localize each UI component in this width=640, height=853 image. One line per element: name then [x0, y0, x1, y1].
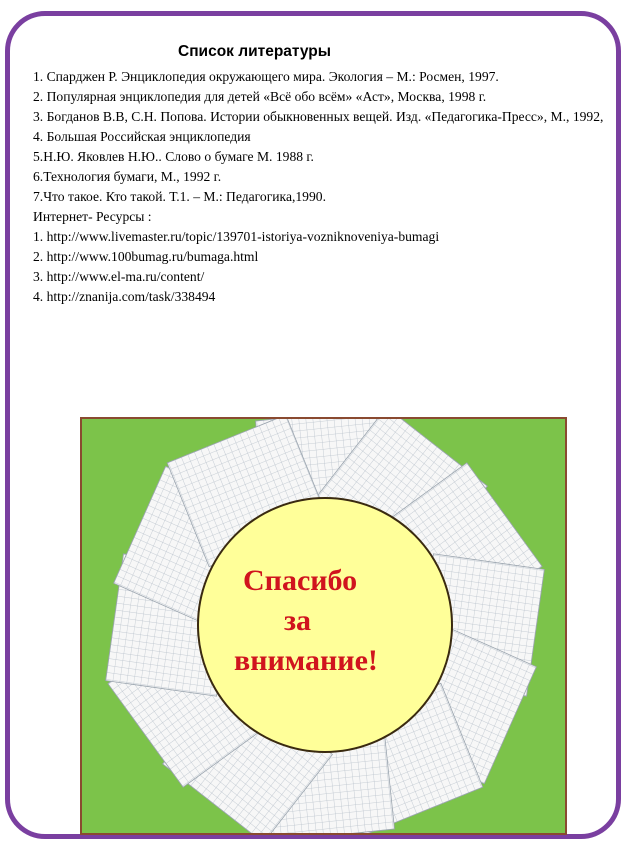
reference-item: 7.Что такое. Кто такой. Т.1. – М.: Педагогика,1990. — [33, 189, 326, 204]
paper-flower-illustration — [80, 417, 567, 835]
internet-link[interactable]: 1. http://www.livemaster.ru/topic/139701-istoriya-vozniknoveniya-bumagi — [33, 229, 440, 244]
reference-item: 2. Популярная энциклопедия для детей «Всё обо всём» «Аст», Москва, 1998 г. — [33, 89, 487, 104]
page-title: Список литературы — [178, 43, 332, 60]
reference-item: 6.Технология бумаги, М., 1992 г. — [33, 169, 222, 184]
reference-item: 3. Богданов В.В, С.Н. Попова. Истории обыкновенных вещей. Изд. «Педагогика-Пресс», М., 1992, — [33, 109, 604, 124]
paper-flower-graphic — [82, 419, 567, 835]
internet-link[interactable]: 2. http://www.100bumag.ru/bumaga.html — [33, 249, 259, 264]
thanks-line-2: за — [284, 604, 312, 637]
reference-item: 5.Н.Ю. Яковлев Н.Ю.. Слово о бумаге М. 1988 г. — [33, 149, 314, 164]
references-list — [33, 67, 613, 307]
thanks-line-3: внимание! — [234, 644, 378, 677]
thanks-line-1: Спасибо — [243, 564, 358, 597]
reference-item: 4. Большая Российская энциклопедия — [33, 129, 251, 144]
internet-link[interactable]: 3. http://www.el-ma.ru/content/ — [33, 269, 205, 284]
internet-resources-heading: Интернет- Ресурсы : — [33, 209, 152, 224]
reference-item: 1. Спарджен Р. Энциклопедия окружающего мира. Экология – М.: Росмен, 1997. — [33, 69, 499, 84]
flower-center — [198, 498, 452, 752]
internet-link[interactable]: 4. http://znanija.com/task/338494 — [33, 289, 216, 304]
